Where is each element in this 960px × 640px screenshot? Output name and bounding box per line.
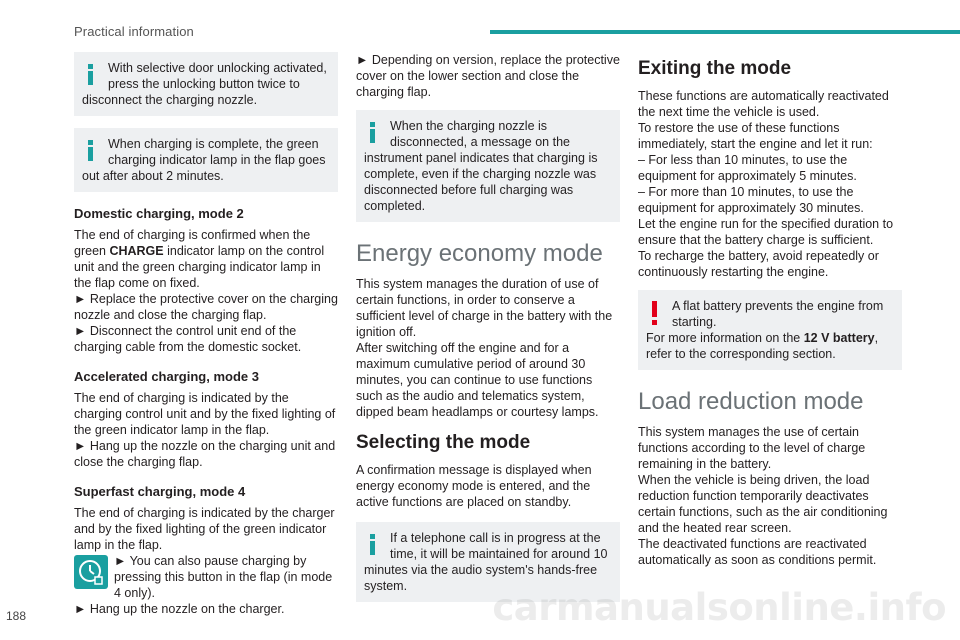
warning-note-flat-battery [638,290,902,370]
heading-load-reduction-mode: Load reduction mode [638,388,864,415]
text: Let the engine run for the specified duration to ensure that the battery charge is sufficient. [638,217,894,247]
info-note-nozzle-disconnected [356,110,620,222]
column-1 [74,52,338,623]
text: The end of charging is indicated by the charging control unit and by the fixed lighting of the green indicator lamp in the flap. [74,391,336,437]
text: The end of charging is indicated by the charger and by the fixed lighting of the green indicator lamp in the flap. [74,506,335,552]
text: The deactivated functions are reactivated automatically as soon as conditions permit. [638,537,877,567]
warning-icon [646,298,666,326]
note-text: If a telephone call is in progress at the time, it will be maintained for around 10 minutes via the audio system's hands-free system. [364,531,608,593]
heading-superfast-charging: Superfast charging, mode 4 [74,484,246,499]
info-icon [82,136,102,164]
step: ► Hang up the nozzle on the charger. [74,602,285,616]
text: , refer to the corresponding section. [646,331,879,361]
column-3 [638,52,902,574]
text: For more information on the [646,331,804,345]
info-note-charging-complete [74,128,338,192]
paragraph-domestic [74,227,338,355]
text: This system manages the duration of use of certain functions, in order to conserve a sufficient level of charge in the battery with the ignition off. [356,277,613,339]
text: The end of charging is confirmed when the green [74,228,311,258]
text: – For less than 10 minutes, to use the equipment for approximately 5 minutes. [638,153,857,183]
heading-accelerated-charging: Accelerated charging, mode 3 [74,369,259,384]
step-pause [74,553,338,601]
pause-charging-button-icon [74,555,108,589]
paragraph-accelerated [74,390,338,470]
text: ► You can also pause charging by pressing this button in the flap (in mode 4 only). [114,554,333,600]
paragraph-exiting [638,88,902,280]
section-title: Practical information [74,24,194,39]
heading-domestic-charging: Domestic charging, mode 2 [74,206,244,221]
info-icon [364,118,384,146]
column-2 [356,52,620,614]
heading-exiting-the-mode: Exiting the mode [638,58,792,79]
paragraph-superfast [74,505,338,617]
note-text: With selective door unlocking activated, press the unlocking button twice to disconnect the charging nozzle. [82,61,327,107]
step: ► Hang up the nozzle on the charging unit and close the charging flap. [74,439,336,469]
heading-selecting-the-mode: Selecting the mode [356,432,531,453]
text: These functions are automatically reactivated the next time the vehicle is used. [638,89,889,119]
text: – For more than 10 minutes, to use the equipment for approximately 30 minutes. [638,185,864,215]
header-accent-bar [490,30,960,34]
note-text: A flat battery prevents the engine from starting. [672,299,884,329]
text: indicator lamp on the control unit and the green charging indicator lamp in the flap come on fixed. [74,244,325,290]
step: ► Disconnect the control unit end of the charging cable from the domestic socket. [74,324,302,354]
note-text: When charging is complete, the green charging indicator lamp in the flap goes out after about 2 minutes. [82,137,326,183]
info-icon [364,530,384,558]
info-icon [82,60,102,88]
page-number: 188 [6,609,27,623]
note-text: When the charging nozzle is disconnected, a message on the instrument panel indicates that charging is complete, even if the charging nozzle was disconnected before full charging was completed. [364,119,598,213]
text: This system manages the use of certain functions according to the level of charge remaining in the battery. [638,425,866,471]
text: After switching off the engine and for a maximum cumulative period of around 30 minutes, you can continue to use functions such as the audio and telematics system, dipped beam headlamps or courtesy lamps. [356,341,599,419]
battery-keyword: 12 V battery [803,331,875,345]
paragraph-load-reduction [638,424,902,568]
charge-keyword: CHARGE [109,244,164,258]
step: ► Replace the protective cover on the charging nozzle and close the charging flap. [74,292,338,322]
watermark: carmanualsonline.info [492,586,946,629]
text: To recharge the battery, avoid repeatedly or continuously restarting the engine. [638,249,879,279]
paragraph-energy [356,276,620,420]
note-text [646,330,894,362]
text: To restore the use of these functions immediately, start the engine and let it run: [638,121,873,151]
text: When the vehicle is being driven, the load reduction function temporarily deactivates certain functions, such as the air conditioning and the heated rear screen. [638,473,888,535]
paragraph-selecting: A confirmation message is displayed when energy economy mode is entered, and the active functions are placed on standby. [356,463,592,509]
info-note-selective-unlocking [74,52,338,116]
step-replace-cover: ► Depending on version, replace the protective cover on the lower section and close the charging flap. [356,53,620,99]
heading-energy-economy-mode: Energy economy mode [356,240,603,267]
